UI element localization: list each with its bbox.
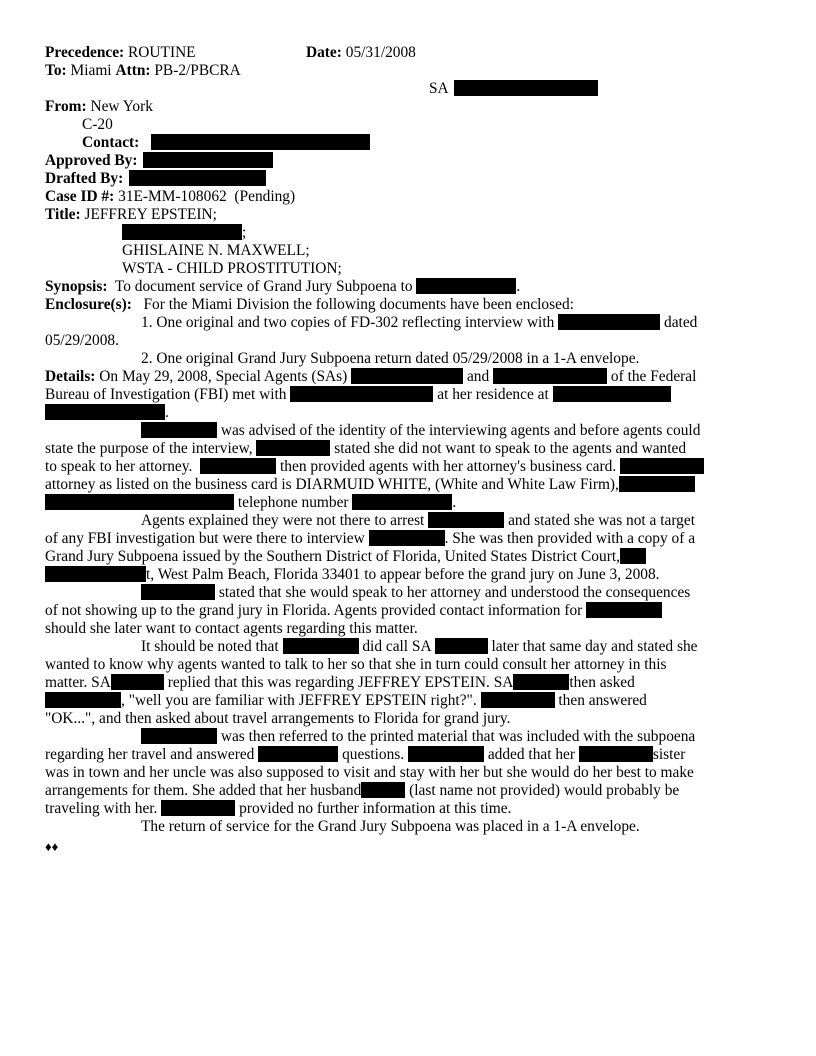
precedence-label: Precedence: <box>45 44 125 61</box>
redaction <box>361 782 405 798</box>
end-mark: ♦♦ <box>45 839 59 854</box>
to-label: To: <box>45 62 67 79</box>
redaction <box>620 458 704 474</box>
redaction <box>579 746 653 762</box>
precedence-value: ROUTINE <box>128 44 196 61</box>
redaction <box>45 566 146 582</box>
redaction <box>141 584 215 600</box>
text-line: state the purpose of the interview, stated she did not want to speak to the agents and wanted <box>45 440 687 457</box>
title-subject-1: JEFFREY EPSTEIN; <box>84 206 217 223</box>
title-subject-3: GHISLAINE N. MAXWELL; <box>122 242 310 259</box>
redaction <box>586 602 662 618</box>
redaction <box>143 152 273 168</box>
redaction <box>122 224 242 240</box>
text-line: , "well you are familiar with JEFFREY EPSTEIN right?". then answered <box>45 692 647 710</box>
redaction <box>619 476 695 492</box>
text-line: traveling with her. provided no further information at this time. <box>45 800 512 817</box>
redaction <box>369 530 445 546</box>
text-line: to speak to her attorney. then provided agents with her attorney's business card. <box>45 458 704 476</box>
text-line: was advised of the identity of the interviewing agents and before agents could <box>141 422 700 440</box>
details-label: Details: <box>45 368 96 385</box>
enclosure-item-1: 1. One original and two copies of FD-302 reflecting interview with dated <box>141 314 698 331</box>
approved-label: Approved By: <box>45 152 138 169</box>
redaction <box>513 674 569 690</box>
redaction <box>161 800 235 816</box>
squad-line <box>82 116 113 134</box>
redaction <box>352 494 452 510</box>
redaction <box>256 440 330 456</box>
redaction <box>408 746 484 762</box>
synopsis-label: Synopsis: <box>45 278 108 295</box>
details-line: Details: On May 29, 2008, Special Agents (SAs) and of the Federal <box>45 368 697 385</box>
redaction <box>493 368 607 384</box>
title-line <box>45 206 217 224</box>
text-line: t, West Palm Beach, Florida 33401 to appear before the grand jury on June 3, 2008. <box>45 566 660 584</box>
approved-line <box>45 152 273 170</box>
redaction <box>258 746 338 762</box>
synopsis-line: Synopsis: To document service of Grand Jury Subpoena to . <box>45 278 521 295</box>
from-value: New York <box>90 98 153 115</box>
redaction <box>141 422 217 438</box>
text-line: Agents explained they were not there to arrest and stated she was not a target <box>141 512 695 529</box>
squad-value: C-20 <box>82 116 113 133</box>
redaction <box>151 134 370 150</box>
text-line: wanted to know why agents wanted to talk to her so that she in turn could consult her attorney in this <box>45 656 667 673</box>
title-label: Title: <box>45 206 81 223</box>
caseid-status: (Pending) <box>234 188 296 205</box>
contact-label: Contact: <box>82 134 140 151</box>
redaction <box>428 512 504 528</box>
redaction <box>111 674 164 690</box>
enclosures-line <box>45 296 574 314</box>
title-subject-4: WSTA - CHILD PROSTITUTION; <box>122 260 342 277</box>
drafted-label: Drafted By: <box>45 170 124 187</box>
drafted-line <box>45 170 266 188</box>
redaction <box>481 692 555 708</box>
text-line: of any FBI investigation but were there to interview . She was then provided with a copy of a <box>45 530 696 547</box>
redaction <box>416 278 516 294</box>
text-line: attorney as listed on the business card is DIARMUID WHITE, (White and White Law Firm), <box>45 476 695 494</box>
to-value: Miami <box>70 62 112 79</box>
redaction <box>435 638 488 654</box>
text-line: was then referred to the printed material that was included with the subpoena <box>141 728 695 746</box>
text-line: stated that she would speak to her attorney and understood the consequences <box>141 584 690 602</box>
text-line: matter. SA replied that this was regarding JEFFREY EPSTEIN. SA then asked <box>45 674 635 691</box>
enclosures-intro: For the Miami Division the following documents have been enclosed: <box>143 296 574 313</box>
enclosure-item-1-date: 05/29/2008. <box>45 332 119 349</box>
text-line: Bureau of Investigation (FBI) met with at her residence at <box>45 386 671 404</box>
redaction <box>290 386 433 402</box>
text-line: Grand Jury Subpoena issued by the Southern District of Florida, United States District Court, <box>45 548 646 566</box>
caseid-label: Case ID #: <box>45 188 115 205</box>
text-line: arrangements for them. She added that her husband (last name not provided) would probably be <box>45 782 680 799</box>
redaction <box>200 458 276 474</box>
contact-line <box>82 134 370 152</box>
enclosures-label: Enclosure(s): <box>45 296 132 313</box>
from-label: From: <box>45 98 87 115</box>
redaction <box>45 494 234 510</box>
redaction <box>620 548 646 564</box>
caseid-line <box>45 188 295 206</box>
attn-label: Attn: <box>115 62 151 79</box>
text-line: was in town and her uncle was also supposed to visit and stay with her but she would do her best to make <box>45 764 694 781</box>
text-line: "OK...", and then asked about travel arrangements to Florida for grand jury. <box>45 710 511 727</box>
from-line <box>45 98 153 116</box>
sa-line <box>429 80 598 98</box>
redaction <box>454 80 598 96</box>
redaction <box>129 170 266 186</box>
text-line: of not showing up to the grand jury in Florida. Agents provided contact information for <box>45 602 662 620</box>
redaction <box>351 368 463 384</box>
text-line: It should be noted that did call SA later that same day and stated she <box>141 638 698 655</box>
redaction <box>553 386 671 402</box>
text-line: should she later want to contact agents regarding this matter. <box>45 620 418 637</box>
precedence-line <box>45 44 196 62</box>
text-line: . <box>45 404 169 422</box>
to-line <box>45 62 241 80</box>
redaction <box>45 404 165 420</box>
redaction <box>45 692 121 708</box>
redaction <box>283 638 359 654</box>
enclosure-item-2: 2. One original Grand Jury Subpoena return dated 05/29/2008 in a 1-A envelope. <box>141 350 640 367</box>
date-value: 05/31/2008 <box>345 44 416 61</box>
sa-label: SA <box>429 80 448 97</box>
text-line: The return of service for the Grand Jury Subpoena was placed in a 1-A envelope. <box>141 818 640 835</box>
text-line: telephone number . <box>45 494 456 512</box>
date-line <box>306 44 416 62</box>
redaction <box>558 314 660 330</box>
attn-value: PB-2/PBCRA <box>154 62 241 79</box>
synopsis-text: To document service of Grand Jury Subpoena to <box>114 278 413 295</box>
redaction <box>141 728 217 744</box>
date-label: Date: <box>306 44 342 61</box>
text-line: regarding her travel and answered questions. added that her sister <box>45 746 686 763</box>
caseid-value: 31E-MM-108062 <box>118 188 227 205</box>
title-subject-2-line: ; <box>122 224 246 242</box>
